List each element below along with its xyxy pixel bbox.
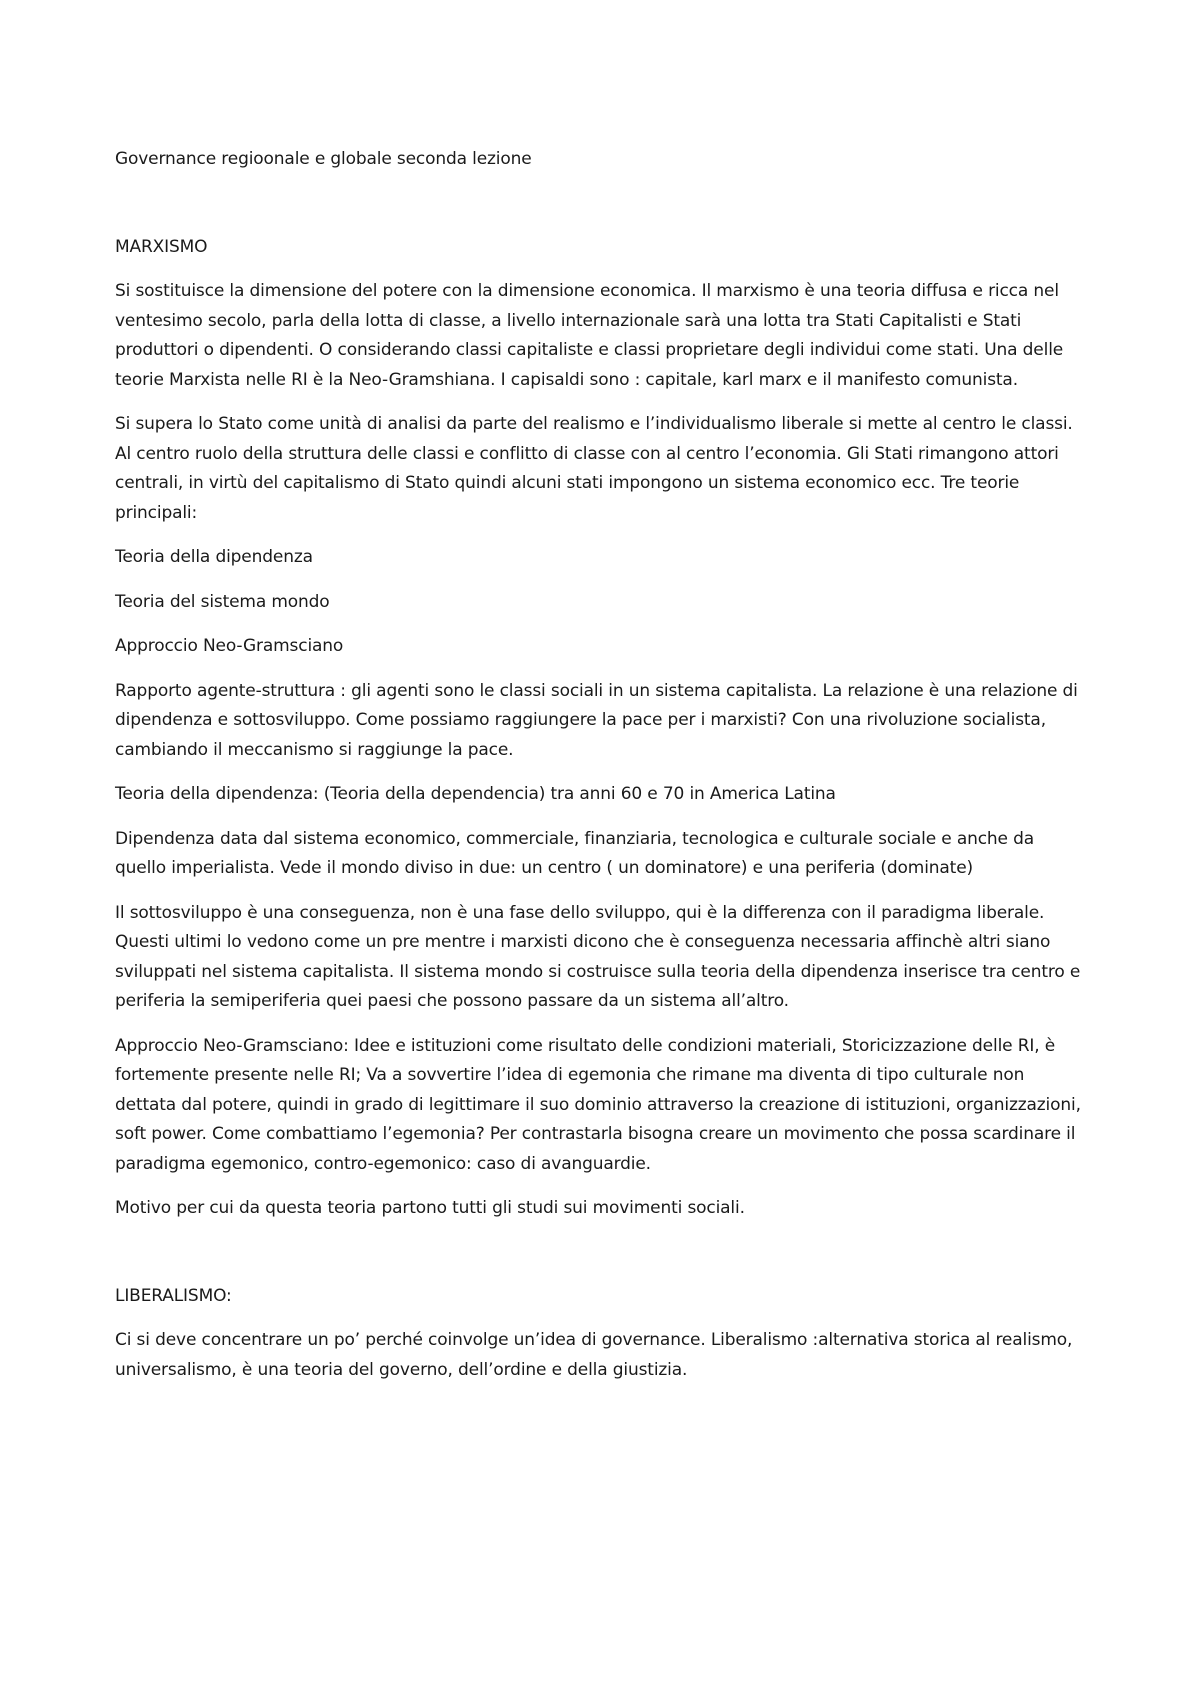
paragraph: Rapporto agente-struttura : gli agenti sono le classi sociali in un sistema capitalista. La relazione è una relazione di dipendenza e sottosviluppo. Come possiamo raggiungere la pace per i marxisti? Con una rivoluzione socialista, cambiando il meccanismo si raggiunge la pace. — [115, 680, 1078, 760]
list-item-theory: Teoria del sistema mondo — [115, 591, 330, 612]
section-heading-marxismo: MARXISMO — [115, 236, 208, 257]
paragraph: Si supera lo Stato come unità di analisi da parte del realismo e l’individualismo liberale si mette al centro le classi. Al centro ruolo della struttura delle classi e conflitto di classe con al centro l’economia. Gli Stati rimangono attori centrali, in virtù del capitalismo di Stato quindi alcuni stati impongono un sistema economico ecc. Tre teorie principali: — [115, 414, 1073, 523]
paragraph: Dipendenza data dal sistema economico, commerciale, finanziaria, tecnologica e culturale sociale e anche da quello imperialista. Vede il mondo diviso in due: un centro ( un dominatore) e una periferia (dominate) — [115, 828, 1035, 878]
list-item-theory: Teoria della dipendenza — [115, 547, 313, 567]
paragraph: Motivo per cui da questa teoria partono tutti gli studi sui movimenti sociali. — [115, 1198, 745, 1218]
list-item-theory: Approccio Neo-Gramsciano — [115, 636, 344, 656]
paragraph: Approccio Neo-Gramsciano: Idee e istituzioni come risultato delle condizioni materiali, Storicizzazione delle RI, è fortemente presente nelle RI; Va a sovvertire l’idea di egemonia che rimane ma diventa di tipo culturale non dettata dal potere, quindi in grado di legittimare il suo dominio attraverso la creazione di istituzioni, organizzazioni, soft power. Come combattiamo l’egemonia? Per contrastarla bisogna creare un movimento che possa scardinare il paradigma egemonico, contro-egemonico: caso di avanguardie. — [115, 1035, 1081, 1174]
paragraph: Teoria della dipendenza: (Teoria della dependencia) tra anni 60 e 70 in America Latina — [115, 784, 836, 804]
paragraph: Si sostituisce la dimensione del potere con la dimensione economica. Il marxismo è una teoria diffusa e ricca nel ventesimo secolo, parla della lotta di classe, a livello internazionale sarà una lotta tra Stati Capitalisti e Stati produttori o dipendenti. O considerando classi capitaliste e classi proprietare degli individui come stati. Una delle teorie Marxista nelle RI è la Neo-Gramshiana. I capisaldi sono : capitale, karl marx e il manifesto comunista. — [115, 281, 1064, 390]
paragraph: Ci si deve concentrare un po’ perché coinvolge un’idea di governance. Liberalismo :alternativa storica al realismo, universalismo, è una teoria del governo, dell’ordine e della giustizia. — [115, 1330, 1073, 1380]
document-body — [115, 145, 1090, 1400]
paragraph: Il sottosviluppo è una conseguenza, non è una fase dello sviluppo, qui è la differenza con il paradigma liberale. Questi ultimi lo vedono come un pre mentre i marxisti dicono che è conseguenza necessaria affinchè altri siano sviluppati nel sistema capitalista. Il sistema mondo si costruisce sulla teoria della dipendenza inserisce tra centro e periferia la semiperiferia quei paesi che possono passare da un sistema all’altro. — [115, 902, 1081, 1011]
section-heading-liberalismo: LIBERALISMO: — [115, 1285, 232, 1306]
document-title: Governance regioonale e globale seconda lezione — [115, 149, 532, 169]
